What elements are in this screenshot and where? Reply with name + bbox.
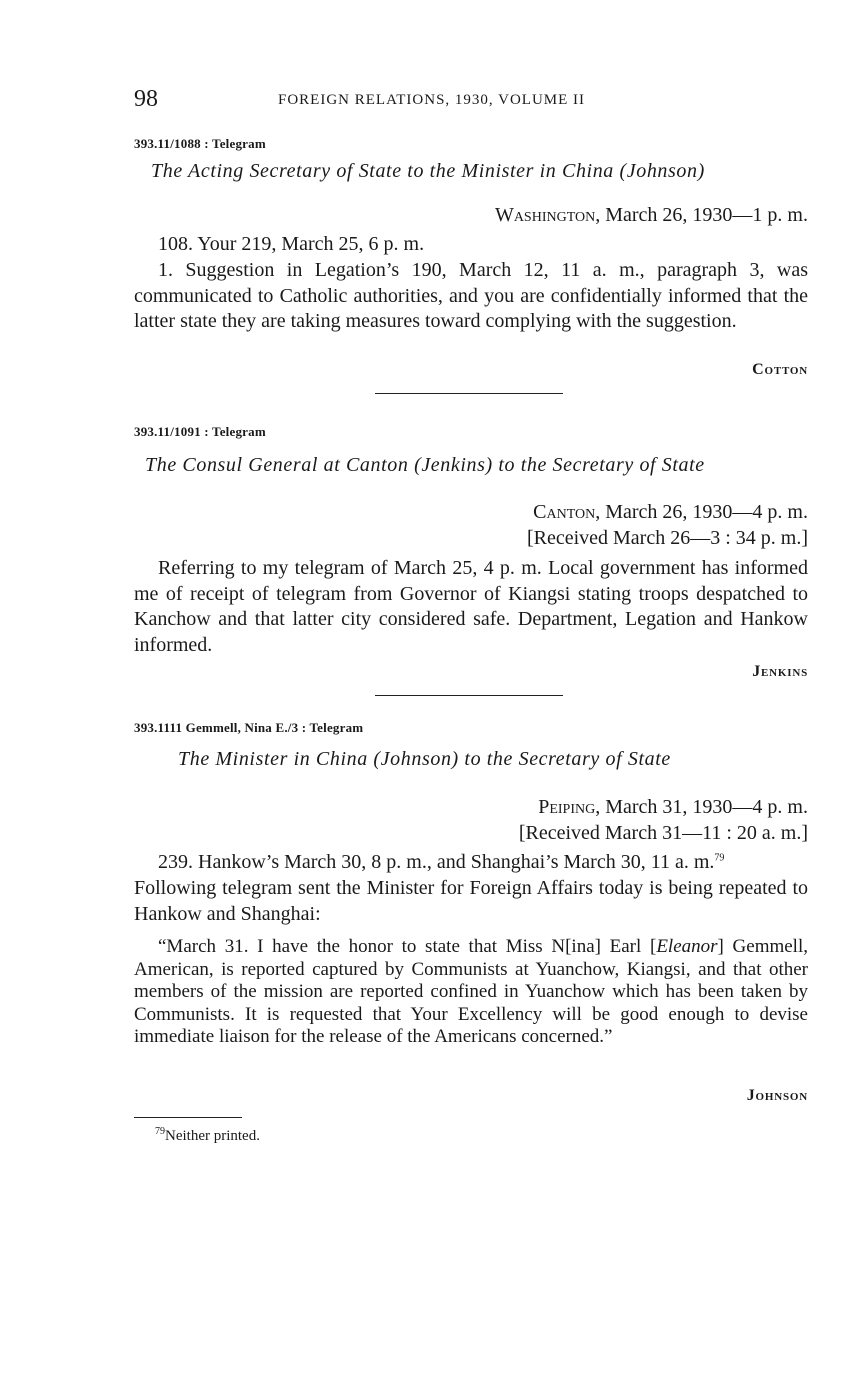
telegram-paragraph: Following telegram sent the Minister for Foreign Affairs today is being repeated to Hankow and Shanghai: bbox=[134, 877, 808, 925]
dateline bbox=[533, 500, 808, 526]
telegram-number-text: 239. Hankow’s March 30, 8 p. m., and Shanghai’s March 30, 11 a. m. bbox=[158, 851, 715, 873]
dateline-date: , March 26, 1930—1 p. m. bbox=[595, 204, 808, 226]
file-reference: 393.11/1091 : Telegram bbox=[134, 424, 266, 439]
quoted-message bbox=[134, 936, 808, 1049]
received-line: [Received March 26—3 : 34 p. m.] bbox=[526, 527, 808, 549]
dateline bbox=[538, 795, 808, 821]
section-divider bbox=[375, 695, 563, 696]
quote-italic-name: Eleanor bbox=[656, 936, 718, 957]
footnote-reference: 79 bbox=[714, 852, 725, 864]
dateline bbox=[495, 203, 808, 229]
telegram-number-line: 108. Your 219, March 25, 6 p. m. bbox=[158, 233, 425, 255]
signature: Johnson bbox=[746, 1087, 808, 1104]
footnote-mark: 79 bbox=[155, 1126, 165, 1137]
page-number: 98 bbox=[134, 86, 158, 112]
signature: Jenkins bbox=[752, 663, 808, 680]
footnote bbox=[155, 1128, 260, 1145]
signature: Cotton bbox=[752, 361, 808, 378]
dateline-date: , March 26, 1930—4 p. m. bbox=[595, 501, 808, 523]
telegram-paragraph: 1. Suggestion in Legation’s 190, March 12, 11 a. m., paragraph 3, was communicated to Catholic authorities, and you are confidentially informed that the latter state they are taking measures toward complying with the suggestion. bbox=[134, 259, 808, 332]
file-reference: 393.11/1088 : Telegram bbox=[134, 136, 266, 151]
dateline-date: , March 31, 1930—4 p. m. bbox=[595, 796, 808, 818]
telegram-paragraph: Referring to my telegram of March 25, 4 p. m. Local government has informed me of receipt of telegram from Governor of Kiangsi stating troops despatched to Kanchow and that latter city considered safe. Department, Legation and Hankow informed. bbox=[134, 557, 808, 656]
document-heading: The Minister in China (Johnson) to the Secretary of State bbox=[178, 748, 671, 770]
dateline-place: Washington bbox=[494, 204, 596, 226]
telegram-number-line bbox=[158, 850, 724, 876]
quote-text-rest: ] Gemmell, American, is reported captured by Communists at Yuanchow, Kiangsi, and that other members of the mission are reported confined in Yuanchow which has been taken by Communists. It is requested that Your Excellency will be good enough to devise immediate liaison for the release of the Americans concerned.” bbox=[134, 936, 808, 1047]
received-line: [Received March 31—11 : 20 a. m.] bbox=[518, 822, 808, 844]
quote-text-start: “March 31. I have the honor to state that Miss N[ina] Earl [ bbox=[158, 936, 657, 957]
file-reference: 393.1111 Gemmell, Nina E./3 : Telegram bbox=[134, 720, 364, 735]
footnote-divider bbox=[134, 1117, 242, 1118]
document-heading: The Acting Secretary of State to the Minister in China (Johnson) bbox=[151, 160, 705, 182]
dateline-place: Peiping bbox=[538, 796, 596, 818]
section-divider bbox=[375, 393, 563, 394]
running-title: FOREIGN RELATIONS, 1930, VOLUME II bbox=[278, 92, 586, 108]
document-heading: The Consul General at Canton (Jenkins) to the Secretary of State bbox=[145, 454, 705, 476]
dateline-place: Canton bbox=[533, 501, 596, 523]
footnote-text: Neither printed. bbox=[165, 1128, 260, 1144]
